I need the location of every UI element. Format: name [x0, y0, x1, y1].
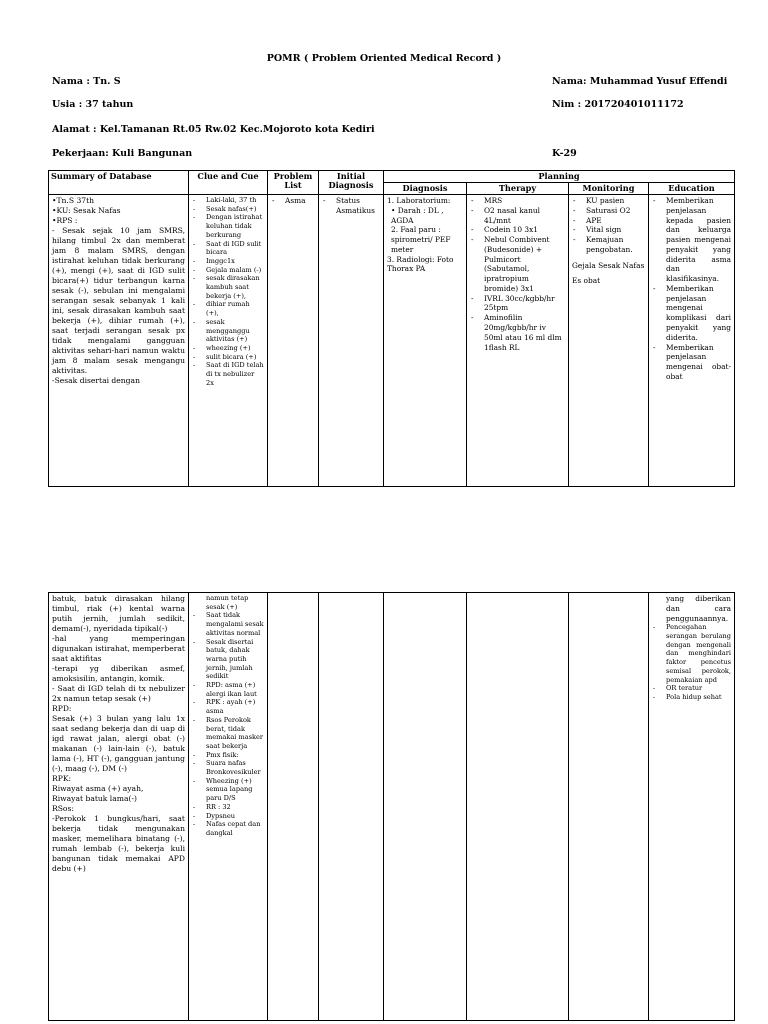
- clue-item: - Sesak nafas(+): [192, 205, 264, 214]
- therapy-item: - MRS: [470, 196, 565, 206]
- education-cell-continued: [649, 593, 735, 1021]
- clue-item: - RPD: asma (+) alergi ikan laut: [192, 681, 264, 698]
- clue-item: - sesak mengganggu aktivitas (+): [192, 318, 264, 344]
- diagnosis-item: 2. Faal paru : spirometri/ PEF meter: [391, 225, 451, 254]
- clue-continuation: namun tetap sesak (+): [206, 594, 249, 611]
- clue-item: - sesak dirasakan kambuh saat bekerja (+),: [192, 274, 264, 300]
- problem-item: - Asma: [271, 196, 315, 206]
- pomr-table-page-2: [48, 592, 735, 1021]
- education-item: - Memberikan penjelasan mengenai obat-obat: [652, 343, 731, 382]
- monitoring-cell: [569, 195, 649, 487]
- diagnosis-item: 3. Radiologi: Foto Thorax PA: [387, 254, 454, 274]
- clue-item: - Pmx fisik:: [192, 751, 264, 760]
- summary-line: •RPS :: [52, 216, 78, 226]
- summary-line: RSos:: [52, 804, 74, 814]
- patient-age: Usia : 37 tahun: [52, 99, 134, 110]
- summary-line: -Sesak disertai dengan: [52, 376, 140, 386]
- summary-line: RPK:: [52, 774, 72, 784]
- clue-item: - Suara nafas Bronkovesikuler: [192, 759, 264, 776]
- education-item: - Pola hidup sehat: [652, 693, 731, 702]
- summary-line: RPD:: [52, 704, 72, 714]
- clue-item: - Wheezing (+) semua lapang paru D/S: [192, 777, 264, 803]
- monitoring-item: - KU pasien: [572, 196, 645, 206]
- clue-item: - Dypsneu: [192, 812, 264, 821]
- clue-item: - Gejala malam (-): [192, 266, 264, 275]
- therapy-item: - Aminofilin 20mg/kgbb/hr iv 50ml atau 16 ml dlm 1flash RL: [470, 313, 565, 352]
- clue-item: - Imggc1x: [192, 257, 264, 266]
- monitoring-item: - Vital sign: [572, 225, 645, 235]
- diagnosis-item: • Darah : DL , AGDA: [391, 205, 444, 225]
- diagnosis-plan-cell-continued: [384, 593, 467, 1021]
- clue-item: - Dengan istirahat keluhan tidak berkurang: [192, 213, 264, 239]
- header-problem-list: Problem List: [268, 171, 319, 195]
- summary-line: -Perokok 1 bungkus/hari, saat bekerja tidak mengunakan masker, memelihara binatang (-), rumah lembab (-), bekerja kuli bangunan tidak memakai APD debu (+): [52, 814, 185, 874]
- therapy-item: - IVRL 30cc/kgbb/hr 25tpm: [470, 294, 565, 314]
- summary-line: - Sesak sejak 10 jam SMRS, hilang timbul 2x dan memberat jam 8 malam SMRS, dengan istirahat keluhan tidak berkurang (+), mengi (+), saat di IGD sulit bicara(+) tidur terbangun karna sesak (-), sebulan ini mengalami serangan sesak sebanyak 1 kali ini, sesak dirasakan kambuh saat bekerja (+), dihiar rumah (+), saat terjadi serangan sesak px tidak mengalami gangguan aktivitas sehari-hari namun waktu jam 8 malam sesak mengangu aktivitas.: [52, 226, 185, 376]
- header-summary: Summary of Database: [49, 171, 189, 195]
- education-item: - OR teratur: [652, 684, 731, 693]
- summary-line: •KU: Sesak Nafas: [52, 206, 121, 216]
- therapy-item: - Codein 10 3x1: [470, 225, 565, 235]
- initial-diagnosis-cell: [319, 195, 384, 487]
- student-nim: Nim : 201720401011172: [552, 99, 684, 110]
- summary-line: Riwayat batuk lama(-): [52, 794, 137, 804]
- education-cell: [649, 195, 735, 487]
- education-continuation: yang diberikan dan cara penggunaannya.: [666, 594, 731, 623]
- header-diagnosis: Diagnosis: [384, 183, 467, 195]
- clue-item: - Rsos Perokok berat, tidak memakai masker saat bekerja: [192, 716, 264, 751]
- document-title: POMR ( Problem Oriented Medical Record ): [266, 53, 502, 64]
- group-code: K-29: [552, 148, 577, 159]
- summary-cell-continued: [49, 593, 189, 1021]
- clue-item: - Nafas cepat dan dangkal: [192, 820, 264, 837]
- header-education: Education: [649, 183, 735, 195]
- therapy-item: - Nebul Combivent (Budesonide) + Pulmicort (Sabutamol, ipratropium bromide) 3x1: [470, 235, 565, 294]
- clue-item: - Laki-laki, 37 th: [192, 196, 264, 205]
- clue-cell: [189, 195, 268, 487]
- summary-line: •Tn.S 37th: [52, 196, 95, 206]
- therapy-item: - O2 nasal kanul 4L/mnt: [470, 206, 565, 226]
- summary-line: - Saat di IGD telah di tx nebulizer 2x namun tetap sesak (+): [52, 684, 185, 704]
- patient-name: Nama : Tn. S: [52, 76, 121, 87]
- student-name: Nama: Muhammad Yusuf Effendi: [552, 76, 728, 87]
- education-item: - Pencegahan serangan berulang dengan mengenali dan menghindari faktor pencetus semisal perokok, pemakaian apd: [652, 623, 731, 684]
- monitoring-item: - Kemajuan pengobatan.: [572, 235, 645, 255]
- therapy-cell-continued: [467, 593, 569, 1021]
- clue-item: - RR : 32: [192, 803, 264, 812]
- problem-list-cell-continued: [268, 593, 319, 1021]
- clue-cell-continued: [189, 593, 268, 1021]
- diagnosis-item: 1. Laboratorium:: [387, 196, 451, 206]
- summary-line: Sesak (+) 3 bulan yang lalu 1x saat sedang bekerja dan di uap di igd rawat jalan, alergi obat (-) makanan (-) lain-lain (-), batuk lama (-), HT (-), gangguan jantung (-), maag (-), DM (-): [52, 714, 185, 774]
- header-clue: Clue and Cue: [189, 171, 268, 195]
- pomr-table-page-1: [48, 170, 735, 487]
- clue-item: - wheezing (+): [192, 344, 264, 353]
- therapy-cell: [467, 195, 569, 487]
- clue-item: - sulit bicara (+): [192, 353, 264, 362]
- monitoring-item: - APE: [572, 216, 645, 226]
- initial-diagnosis-item: - Status Asmatikus: [322, 196, 380, 216]
- header-initial-diagnosis: Initial Diagnosis: [319, 171, 384, 195]
- education-item: - Memberikan penjelasan mengenai komplikasi dari penyakit yang diderita.: [652, 284, 731, 343]
- monitoring-item: - Saturasi O2: [572, 206, 645, 216]
- header-monitoring: Monitoring: [569, 183, 649, 195]
- summary-line: -hal yang memperingan digunakan istirahat, memperberat saat aktifitas: [52, 634, 185, 664]
- initial-diagnosis-cell-continued: [319, 593, 384, 1021]
- summary-cell: [49, 195, 189, 487]
- clue-item: - Saat di IGD sulit bicara: [192, 240, 264, 257]
- patient-address: Alamat : Kel.Tamanan Rt.05 Rw.02 Kec.Mojoroto kota Kediri: [52, 124, 375, 135]
- summary-line: Riwayat asma (+) ayah,: [52, 784, 144, 794]
- clue-item: - Sesak disertai batuk, dahak warna putih jernih, jumlah sedikit: [192, 638, 264, 682]
- summary-line: -terapi yg diberikan asmef, amoksisilin, antangin, komik.: [52, 664, 185, 684]
- monitoring-cell-continued: [569, 593, 649, 1021]
- problem-list-cell: [268, 195, 319, 487]
- header-planning: Planning: [384, 171, 735, 183]
- monitoring-note: Gejala Sesak Nafas: [572, 260, 645, 270]
- header-therapy: Therapy: [467, 183, 569, 195]
- monitoring-note: Es obat: [572, 276, 601, 286]
- clue-item: - dihiar rumah (+),: [192, 300, 264, 317]
- education-item: - Memberikan penjelasan kepada pasien dan keluarga pasien mengenai penyakit yang diderita asma dan klasifikasinya.: [652, 196, 731, 284]
- diagnosis-plan-cell: [384, 195, 467, 487]
- summary-line: batuk, batuk dirasakan hilang timbul, riak (+) kental warna putih jernih, jumlah sedikit, demam(-), nyeridada tipikal(-): [52, 594, 185, 634]
- patient-job: Pekerjaan: Kuli Bangunan: [52, 148, 193, 159]
- clue-item: - Saat tidak mengalami sesak aktivitas normal: [192, 611, 264, 637]
- clue-item: - RPK : ayah (+) asma: [192, 698, 264, 715]
- clue-item: - Saat di IGD telah di tx nebulizer 2x: [192, 361, 264, 387]
